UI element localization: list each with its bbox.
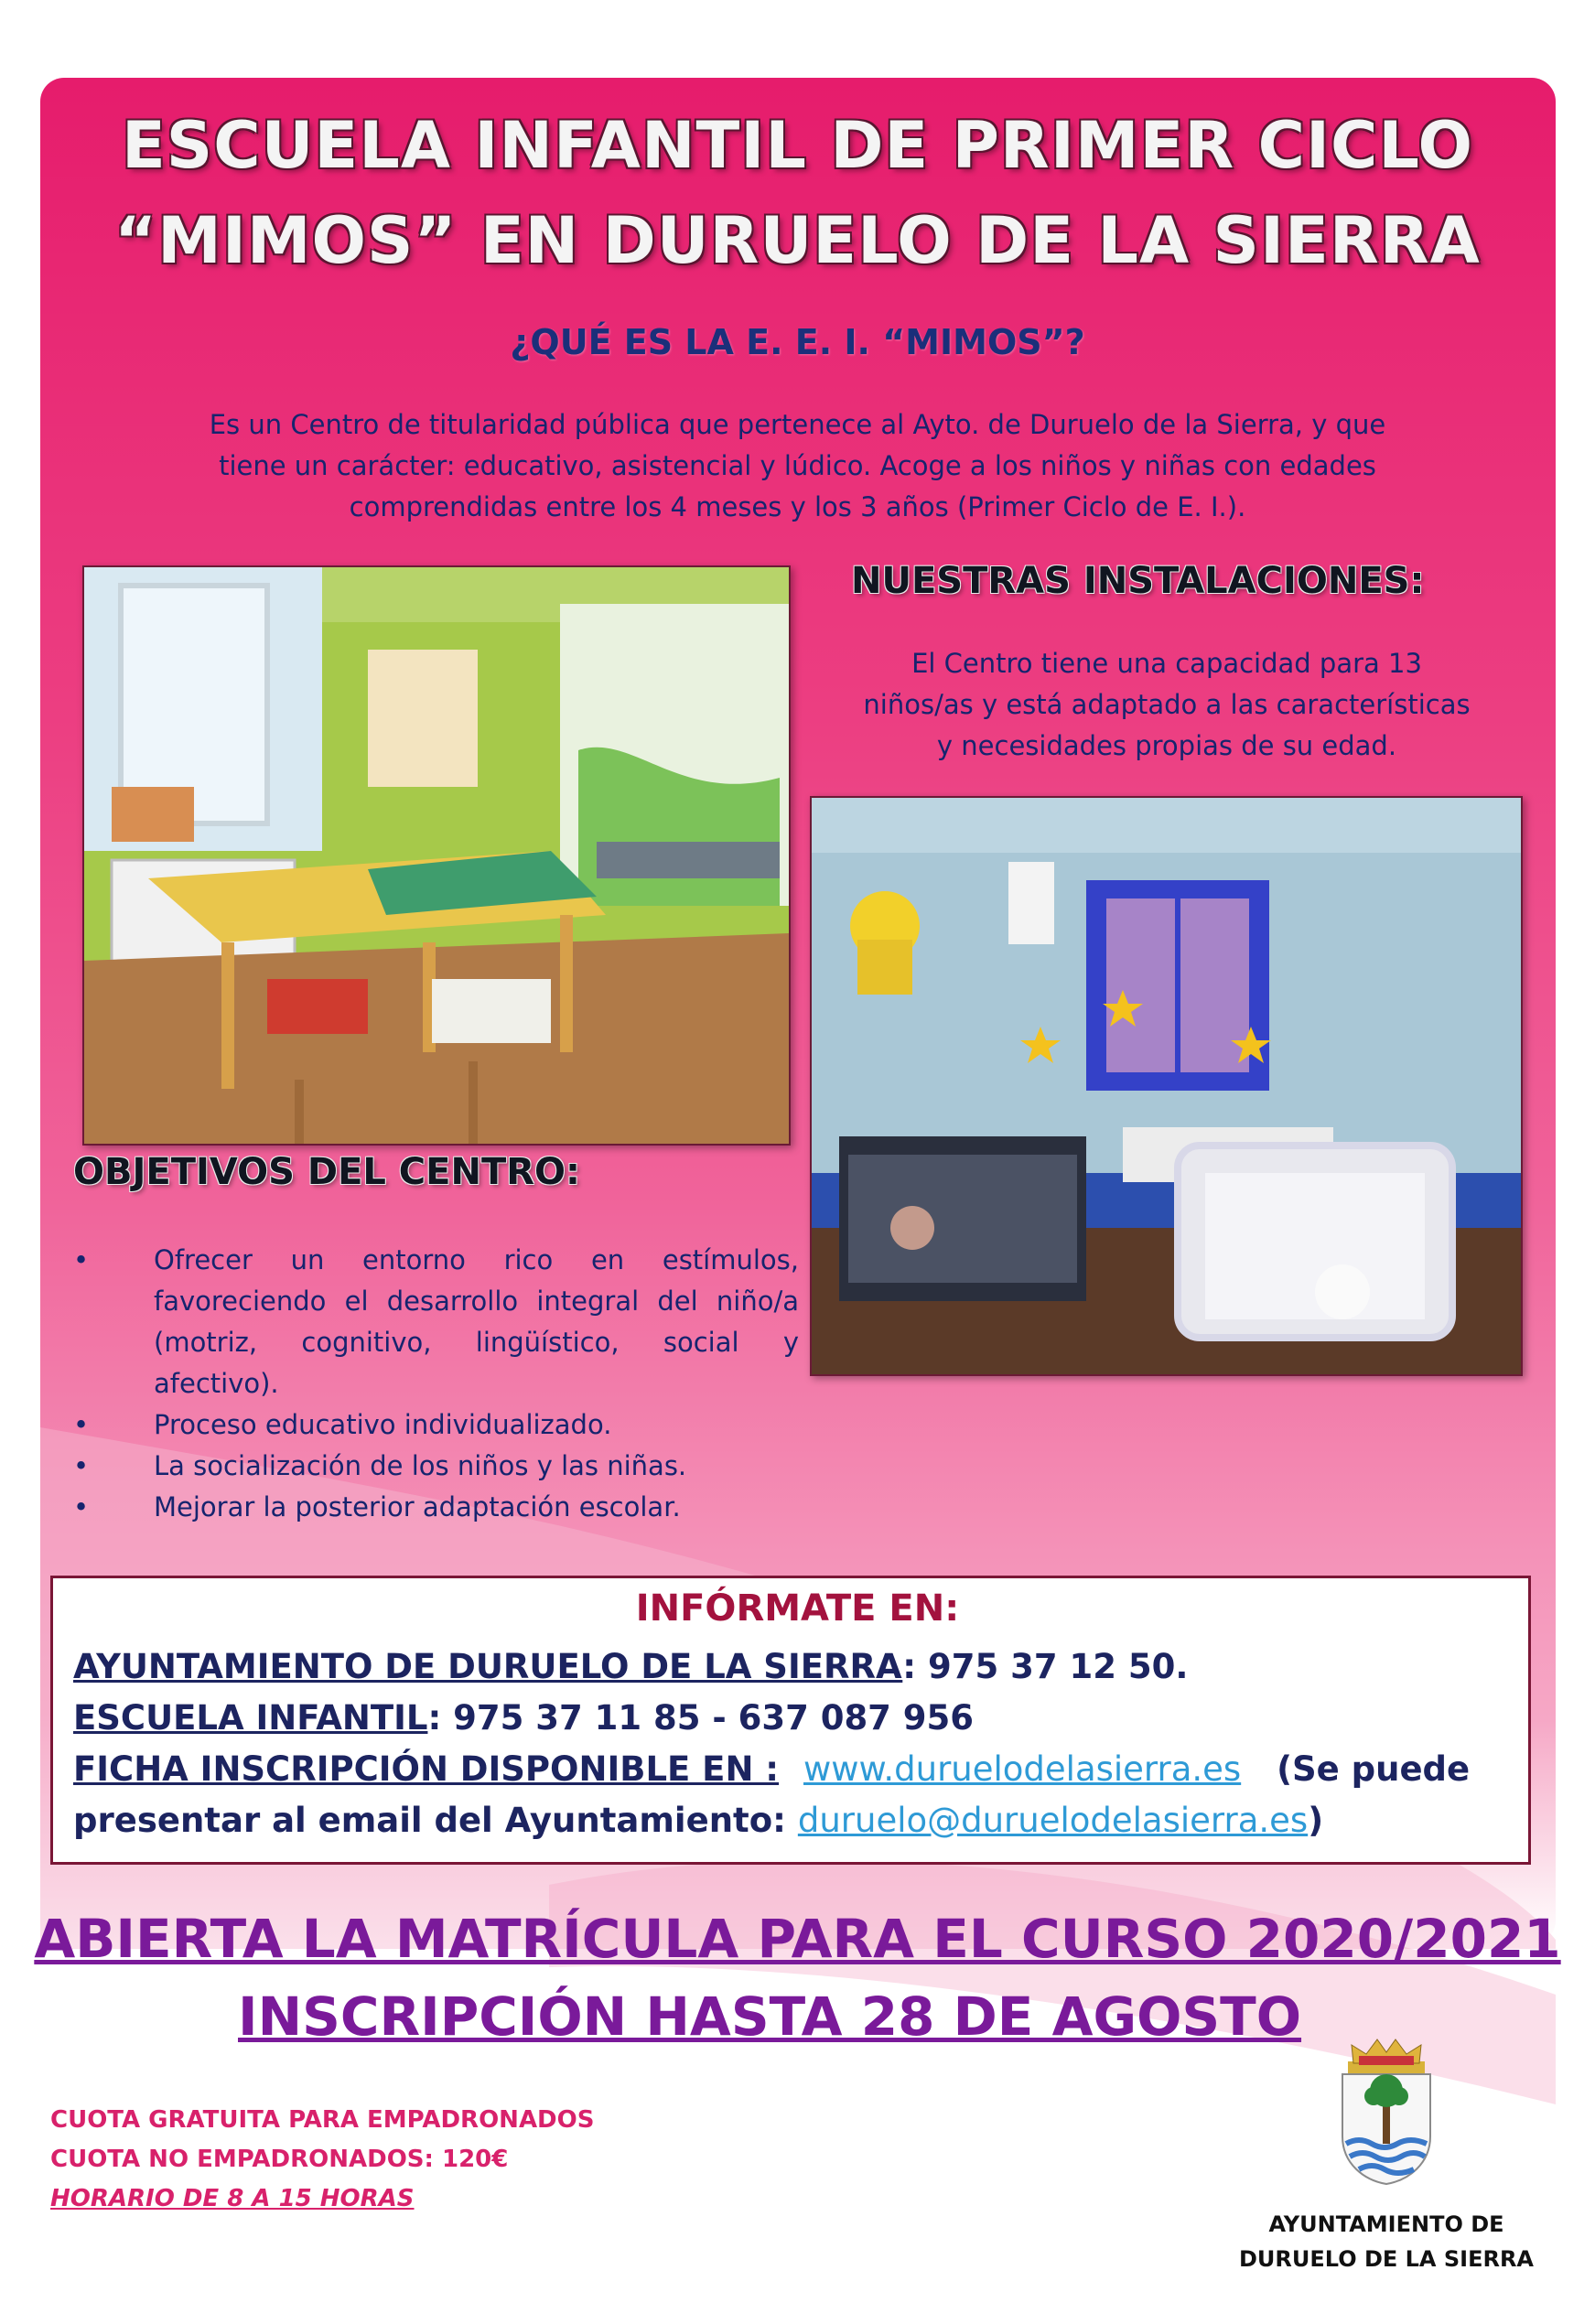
- email-link[interactable]: duruelo@duruelodelasierra.es: [797, 1801, 1309, 1840]
- cuota-no-empadronados: CUOTA NO EMPADRONADOS: 120€: [50, 2146, 509, 2173]
- title-line-1: ESCUELA INFANTIL DE PRIMER CICLO: [121, 108, 1474, 183]
- bullet: •: [73, 1491, 90, 1522]
- nap-room-photo: [810, 796, 1523, 1376]
- email-suffix: ): [1308, 1801, 1324, 1840]
- objetivo-item-4: [73, 1487, 805, 1528]
- footer-ayuntamiento: [1235, 2207, 1537, 2276]
- info-email: [73, 1801, 1323, 1840]
- intro-paragraph: [0, 404, 1595, 528]
- ficha-note: (Se puede: [1277, 1749, 1471, 1789]
- objetivo-item-2: [73, 1404, 805, 1446]
- website-link[interactable]: www.duruelodelasierra.es: [803, 1749, 1242, 1789]
- escuela-phone: : 975 37 11 85 - 637 087 956: [427, 1698, 975, 1738]
- objetivo-2-text: Proceso educativo individualizado.: [154, 1409, 612, 1440]
- bullet: •: [73, 1409, 90, 1440]
- info-escuela: [73, 1698, 974, 1738]
- objetivo-3-text: La socialización de los niños y las niñas.: [154, 1450, 687, 1481]
- footer-line-2: DURUELO DE LA SIERRA: [1238, 2246, 1534, 2272]
- footer-line-1: AYUNTAMIENTO DE: [1268, 2211, 1504, 2237]
- email-prefix: presentar al email del Ayuntamiento:: [73, 1801, 786, 1840]
- horario: HORARIO DE 8 A 15 HORAS: [50, 2185, 415, 2212]
- title-line-2: “MIMOS” EN DURUELO DE LA SIERRA: [114, 203, 1481, 278]
- classroom-photo: [82, 565, 791, 1146]
- info-ayuntamiento: [73, 1647, 1188, 1686]
- objetivo-1-line-4: afectivo).: [154, 1368, 279, 1399]
- instalaciones-line-2: niños/as y está adaptado a las características: [863, 689, 1471, 720]
- ficha-label: FICHA INSCRIPCIÓN DISPONIBLE EN :: [73, 1749, 780, 1789]
- info-heading: INFÓRMATE EN:: [635, 1587, 960, 1630]
- cuota-gratuita: CUOTA GRATUITA PARA EMPADRONADOS: [50, 2106, 595, 2134]
- objetivos-heading: OBJETIVOS DEL CENTRO:: [73, 1151, 581, 1193]
- objetivo-1-line-1: Ofrecer un entorno rico en estímulos,: [154, 1244, 799, 1275]
- instalaciones-paragraph: [837, 643, 1496, 767]
- objetivo-item-1: [73, 1240, 805, 1404]
- matricula-line-1: ABIERTA LA MATRÍCULA PARA EL CURSO 2020/2021: [34, 1908, 1561, 1970]
- instalaciones-line-1: El Centro tiene una capacidad para 13: [911, 648, 1422, 679]
- intro-question: ¿QUÉ ES LA E. E. I. “MIMOS”?: [510, 322, 1085, 362]
- escuela-label: ESCUELA INFANTIL: [73, 1698, 428, 1738]
- matricula-line-2: INSCRIPCIÓN HASTA 28 DE AGOSTO: [238, 1985, 1302, 2048]
- bullet: •: [73, 1244, 90, 1275]
- ayuntamiento-phone: : 975 37 12 50.: [902, 1647, 1189, 1686]
- objetivo-4-text: Mejorar la posterior adaptación escolar.: [154, 1491, 681, 1522]
- objetivo-1-line-2: favoreciendo el desarrollo integral del niño/a: [154, 1286, 799, 1317]
- instalaciones-heading: NUESTRAS INSTALACIONES:: [851, 560, 1425, 602]
- info-ficha: [73, 1749, 1470, 1789]
- intro-line-2: tiene un carácter: educativo, asistencial y lúdico. Acoge a los niños y niñas con edades: [219, 450, 1376, 481]
- objetivo-item-3: [73, 1446, 805, 1487]
- coat-of-arms-logo: [1331, 2036, 1441, 2187]
- intro-line-3: comprendidas entre los 4 meses y los 3 años (Primer Ciclo de E. I.).: [349, 491, 1246, 522]
- intro-line-1: Es un Centro de titularidad pública que pertenece al Ayto. de Duruelo de la Sierra, y que: [209, 409, 1386, 440]
- objetivo-1-line-3: (motriz, cognitivo, lingüístico, social y: [154, 1327, 799, 1358]
- bullet: •: [73, 1450, 90, 1481]
- instalaciones-line-3: y necesidades propias de su edad.: [936, 730, 1397, 761]
- ayuntamiento-label: AYUNTAMIENTO DE DURUELO DE LA SIERRA: [73, 1647, 903, 1686]
- objetivos-list: [73, 1240, 805, 1528]
